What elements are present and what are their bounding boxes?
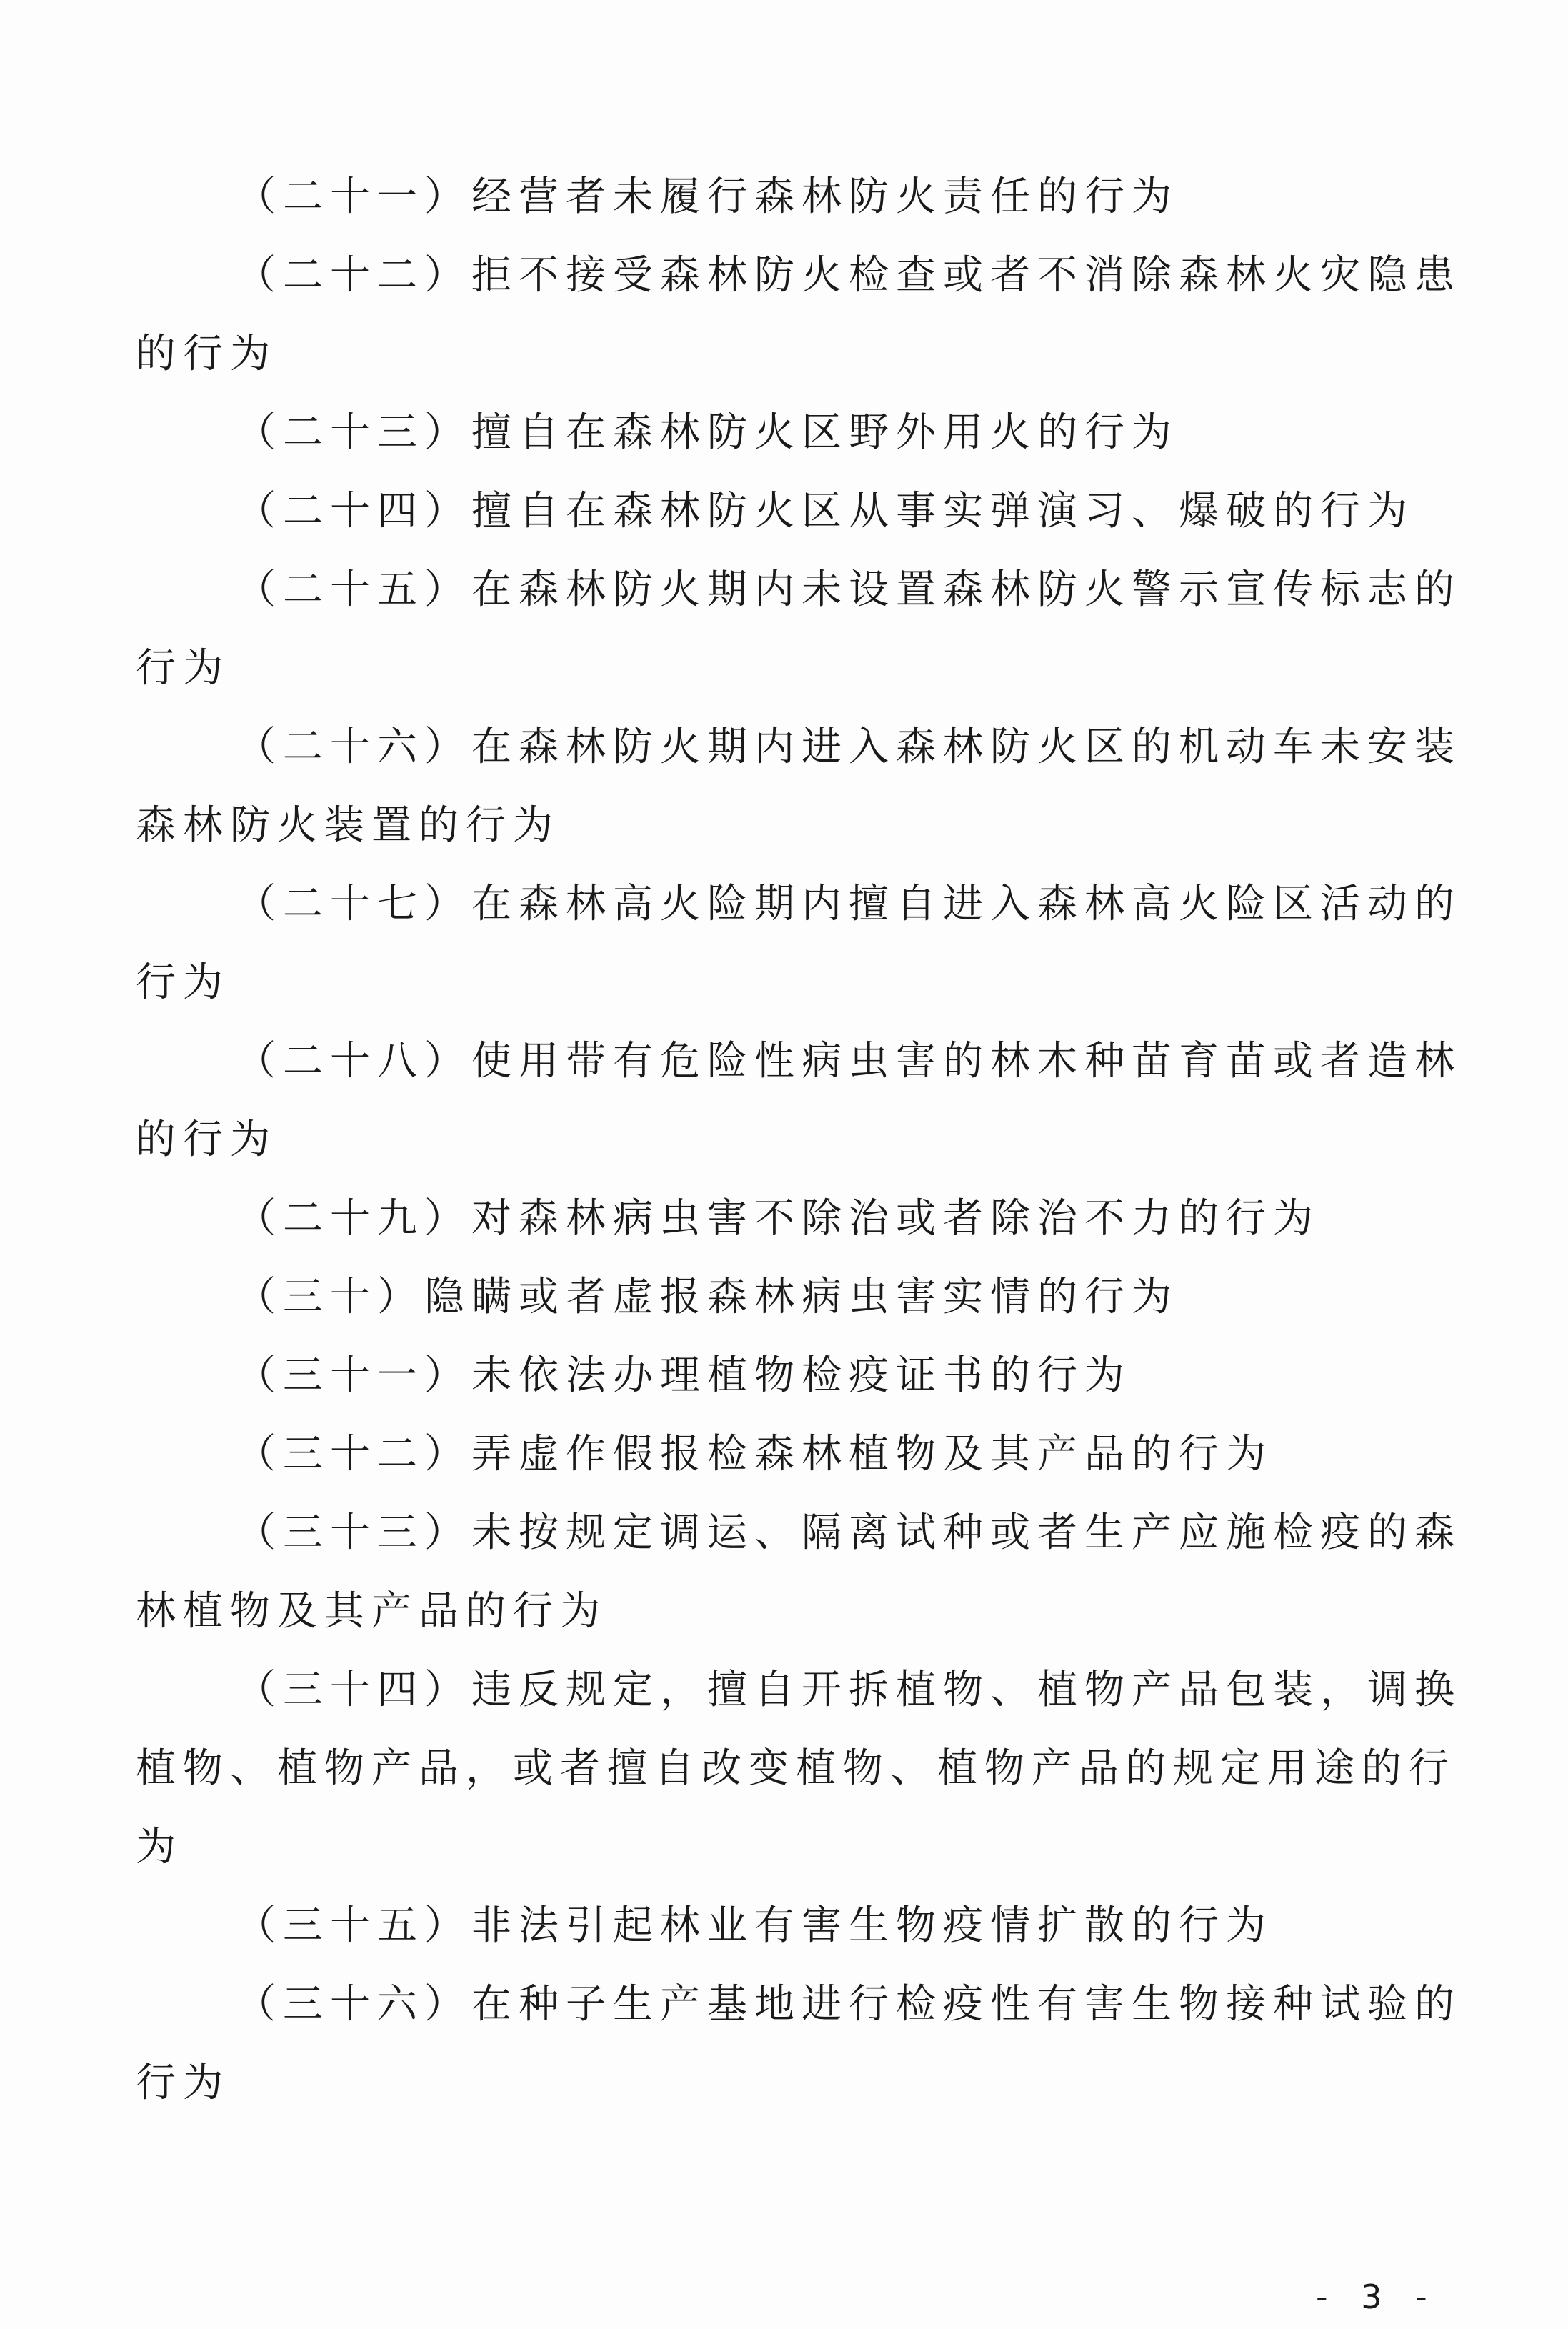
text-line: （二十三）擅自在森林防火区野外用火的行为 — [236, 409, 1179, 456]
text-line: （三十四）违反规定，擅自开拆植物、植物产品包装，调换 — [236, 1667, 1462, 1713]
text-line: （三十）隐瞒或者虚报森林病虫害实情的行为 — [236, 1274, 1179, 1320]
text-line: （二十六）在森林防火期内进入森林防火区的机动车未安装 — [236, 724, 1462, 770]
text-line: 行为 — [136, 959, 230, 1006]
text-line: 的行为 — [136, 1117, 277, 1163]
text-line: 行为 — [136, 645, 230, 692]
text-line: 林植物及其产品的行为 — [136, 1588, 607, 1635]
text-line: 植物、植物产品，或者擅自改变植物、植物产品的规定用途的行 — [136, 1745, 1456, 1792]
text-line: 的行为 — [136, 331, 277, 377]
text-line: （三十六）在种子生产基地进行检疫性有害生物接种试验的 — [236, 1981, 1462, 2028]
text-line: （二十二）拒不接受森林防火检查或者不消除森林火灾隐患 — [236, 252, 1462, 299]
text-line: （二十五）在森林防火期内未设置森林防火警示宣传标志的 — [236, 567, 1462, 613]
text-line: （三十五）非法引起林业有害生物疫情扩散的行为 — [236, 1902, 1273, 1949]
text-line: 为 — [136, 1824, 183, 1870]
text-line: （二十一）经营者未履行森林防火责任的行为 — [236, 174, 1179, 220]
text-line: （二十四）擅自在森林防火区从事实弹演习、爆破的行为 — [236, 488, 1414, 534]
page-number: - 3 - — [1316, 2278, 1439, 2316]
text-line: 行为 — [136, 2060, 230, 2106]
text-line: （三十一）未依法办理植物检疫证书的行为 — [236, 1352, 1132, 1399]
text-line: （二十八）使用带有危险性病虫害的林木种苗育苗或者造林 — [236, 1038, 1462, 1084]
text-line: （三十二）弄虚作假报检森林植物及其产品的行为 — [236, 1431, 1273, 1477]
text-line: （二十九）对森林病虫害不除治或者除治不力的行为 — [236, 1195, 1320, 1242]
text-line: 森林防火装置的行为 — [136, 802, 560, 849]
text-line: （二十七）在森林高火险期内擅自进入森林高火险区活动的 — [236, 881, 1462, 927]
text-line: （三十三）未按规定调运、隔离试种或者生产应施检疫的森 — [236, 1510, 1462, 1556]
